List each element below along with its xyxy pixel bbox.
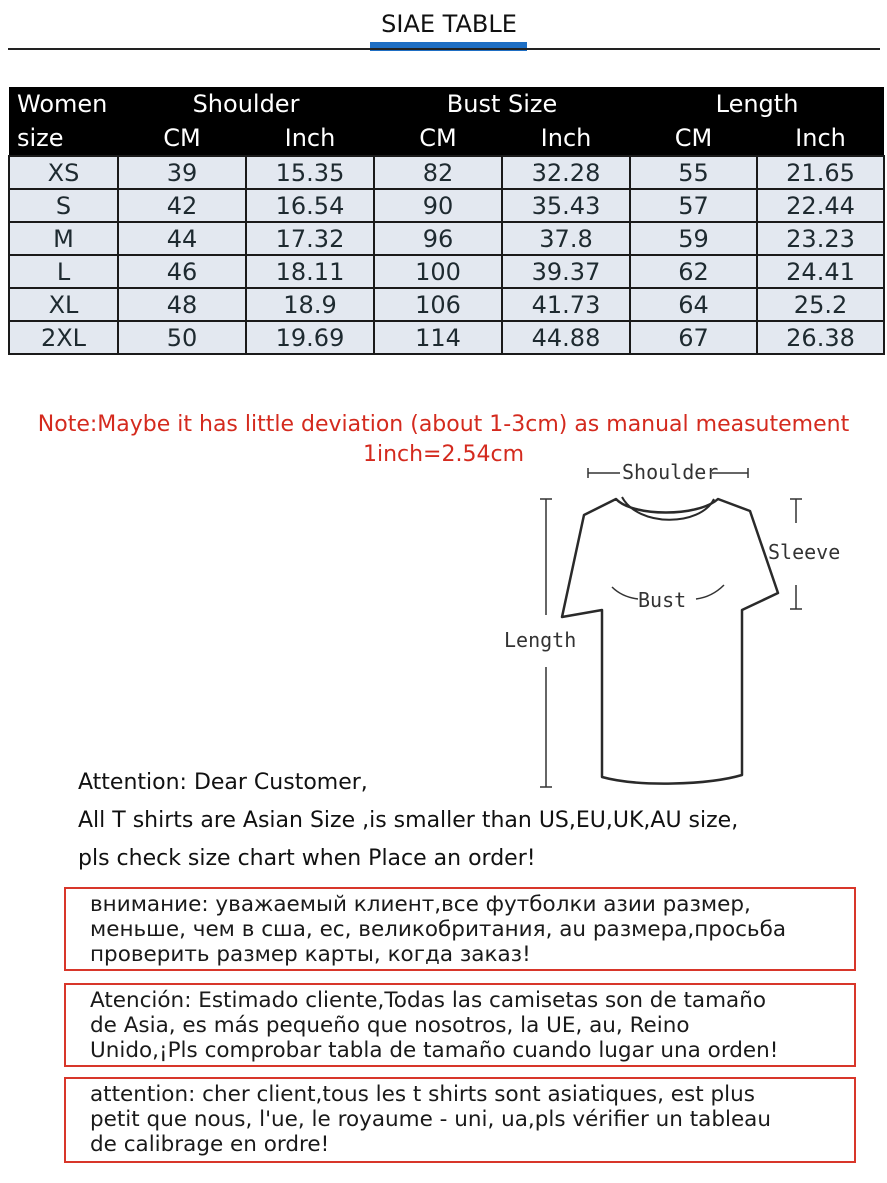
table-row: [9, 255, 884, 288]
table-cell: 16.54: [246, 189, 374, 222]
table-cell: XL: [9, 288, 118, 321]
table-row: [9, 189, 884, 222]
table-cell: 18.9: [246, 288, 374, 321]
table-cell: 2XL: [9, 321, 118, 354]
table-cell: 42: [118, 189, 246, 222]
table-cell: 59: [630, 222, 757, 255]
russian-notice: [64, 887, 856, 971]
notice-line: petit que nous, l'ue, le royaume - uni, ua,pls vérifier un tableau: [90, 1107, 771, 1132]
group-header-row: [9, 87, 884, 121]
length-header: Length: [630, 87, 884, 121]
attention-line: pls check size chart when Place an order!: [78, 846, 536, 871]
notice-line: Atención: Estimado cliente,Todas las camisetas son de tamaño: [90, 988, 767, 1013]
table-cell: 57: [630, 189, 757, 222]
table-cell: 96: [374, 222, 502, 255]
table-cell: 17.32: [246, 222, 374, 255]
attention-line: All T shirts are Asian Size ,is smaller than US,EU,UK,AU size,: [78, 808, 739, 833]
title-rule: [8, 48, 880, 50]
table-cell: 62: [630, 255, 757, 288]
table-cell: 15.35: [246, 156, 374, 189]
attention-text: [78, 764, 738, 878]
table-cell: L: [9, 255, 118, 288]
table-cell: 24.41: [757, 255, 884, 288]
bust-label: Bust: [638, 588, 687, 612]
table-cell: 37.8: [502, 222, 630, 255]
table-row: [9, 321, 884, 354]
notice-line: de calibrage en ordre!: [90, 1132, 330, 1157]
table-cell: 32.28: [502, 156, 630, 189]
notice-line: attention: cher client,tous les t shirts sont asiatiques, est plus: [90, 1082, 755, 1107]
table-cell: 55: [630, 156, 757, 189]
bust-header: Bust Size: [374, 87, 630, 121]
table-cell: 44: [118, 222, 246, 255]
shoulder-header: Shoulder: [118, 87, 374, 121]
length-label: Length: [504, 628, 577, 652]
table-cell: 26.38: [757, 321, 884, 354]
table-cell: 67: [630, 321, 757, 354]
conversion-note: 1inch=2.54cm: [362, 442, 525, 467]
table-cell: 22.44: [757, 189, 884, 222]
table-cell: 39: [118, 156, 246, 189]
table-cell: S: [9, 189, 118, 222]
table-cell: 114: [374, 321, 502, 354]
page-title: SIAE TABLE: [381, 10, 517, 38]
unit-header-row: [9, 121, 884, 156]
table-cell: 50: [118, 321, 246, 354]
tshirt-outline: [562, 499, 778, 784]
sleeve-label: Sleeve: [768, 540, 841, 564]
table-cell: 23.23: [757, 222, 884, 255]
table-cell: 25.2: [757, 288, 884, 321]
length-cm-header: CM: [630, 121, 757, 156]
table-cell: 41.73: [502, 288, 630, 321]
table-cell: 64: [630, 288, 757, 321]
table-cell: 46: [118, 255, 246, 288]
notice-line: меньше, чем в сша, ес, великобритания, au размера,просьба: [90, 917, 787, 942]
notice-line: de Asia, es más pequeño que nosotros, la UE, au, Reino: [90, 1013, 690, 1038]
table-row: [9, 156, 884, 189]
shoulder-label: Shoulder: [622, 460, 719, 484]
shoulder-cm-header: CM: [118, 121, 246, 156]
shoulder-inch-header: Inch: [246, 121, 374, 156]
table-cell: M: [9, 222, 118, 255]
women-header: Women: [9, 87, 118, 121]
french-notice: [64, 1077, 856, 1163]
table-cell: 18.11: [246, 255, 374, 288]
table-cell: 39.37: [502, 255, 630, 288]
length-inch-header: Inch: [757, 121, 884, 156]
table-cell: XS: [9, 156, 118, 189]
table-cell: 35.43: [502, 189, 630, 222]
bust-cm-header: CM: [374, 121, 502, 156]
spanish-notice: [64, 983, 856, 1067]
notice-line: проверить размер карты, когда заказ!: [90, 942, 531, 967]
table-cell: 100: [374, 255, 502, 288]
attention-line: Attention: Dear Customer,: [78, 770, 368, 795]
notice-line: Unido,¡Pls comprobar tabla de tamaño cuando lugar una orden!: [90, 1038, 779, 1063]
table-cell: 19.69: [246, 321, 374, 354]
table-cell: 106: [374, 288, 502, 321]
size-header: size: [9, 121, 118, 156]
note-line: Note:Maybe it has little deviation (about 1-3cm) as manual measutement: [37, 412, 850, 437]
table-row: [9, 288, 884, 321]
notice-line: внимание: уважаемый клиент,все футболки азии размер,: [90, 892, 751, 917]
bust-inch-header: Inch: [502, 121, 630, 156]
table-cell: 82: [374, 156, 502, 189]
tshirt-diagram: [498, 455, 858, 795]
table-cell: 48: [118, 288, 246, 321]
table-cell: 21.65: [757, 156, 884, 189]
table-cell: 90: [374, 189, 502, 222]
table-cell: 44.88: [502, 321, 630, 354]
size-table: [8, 87, 885, 355]
table-row: [9, 222, 884, 255]
